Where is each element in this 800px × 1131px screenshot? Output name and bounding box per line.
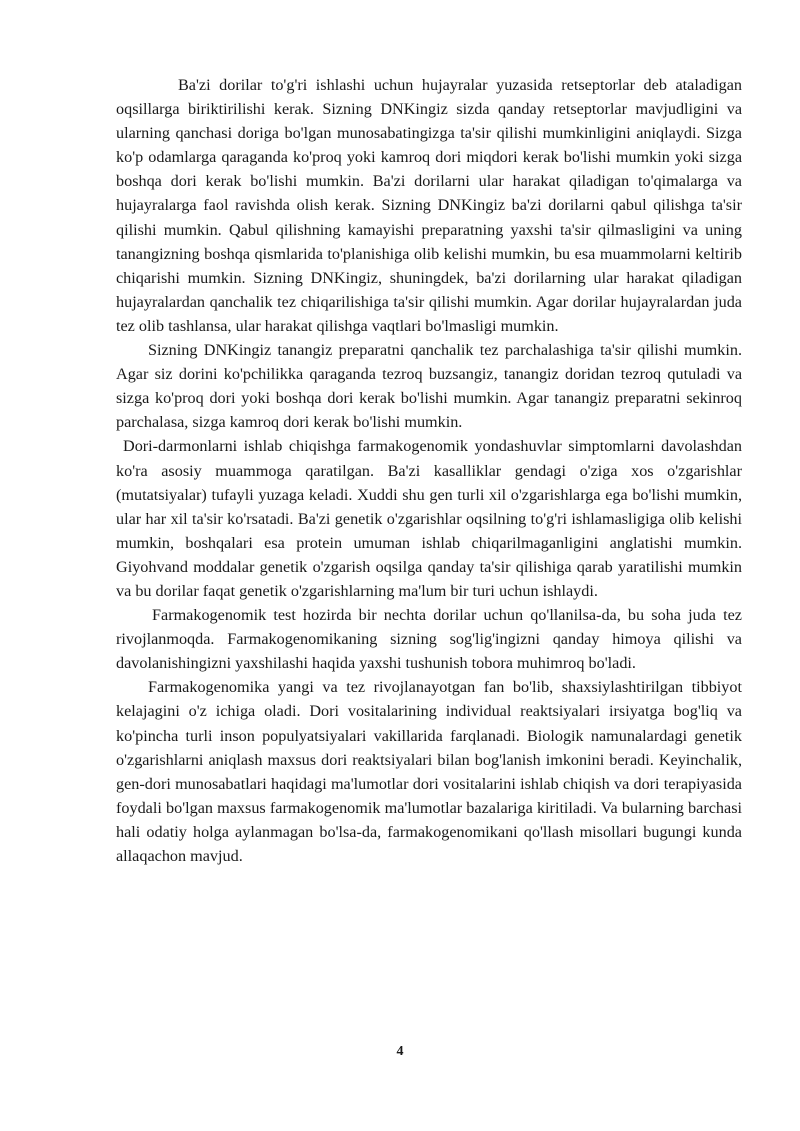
- paragraph-receptors: Ba'zi dorilar to'g'ri ishlashi uchun hujayralar yuzasida retseptorlar deb ataladigan oqsillarga biriktirilishi kerak. Sizning DNKingiz sizda qanday retseptorlar mavjudligini va ularning qanchasi doriga bo'lgan munosabatingizga ta'sir qilishi mumkinligini aniqlaydi. Sizga ko'p odamlarga qaraganda ko'proq yoki kamroq dori miqdori kerak bo'lishi mumkin yoki sizga boshqa dori kerak bo'lishi mumkin. Ba'zi dorilarni ular harakat qiladigan to'qimalarga va hujayralarga faol ravishda olish kerak. Sizning DNKingiz ba'zi dorilarni qabul qilishga ta'sir qilishi mumkin. Qabul qilishning kamayishi preparatning yaxshi ta'sir qilmasligini va uning tanangizning boshqa qismlarida to'planishiga olib kelishi mumkin, bu esa muammolarni keltirib chiqarishi mumkin. Sizning DNKingiz, shuningdek, ba'zi dorilarning ular harakat qiladigan hujayralardan qanchalik tez chiqarilishiga ta'sir qilishi mumkin. Agar dorilar hujayralardan juda tez olib tashlansa, ular harakat qilishga vaqtlari bo'lmasligi mumkin.: [116, 76, 742, 335]
- paragraph-pharmacogenomic-testing: Farmakogenomik test hozirda bir nechta dorilar uchun qo'llanilsa-da, bu soha juda tez rivojlanmoqda. Farmakogenomikaning sizning sog'lig'ingizni qanday himoya qilishi va davolanishingizni yaxshilashi haqida yaxshi tushunish tobora muhimroq bo'ladi.: [116, 606, 742, 673]
- paragraph-personalized-medicine: Farmakogenomika yangi va tez rivojlanayotgan fan bo'lib, shaxsiylashtirilgan tibbiyot kelajagini o'z ichiga oladi. Dori vositalarining individual reaktsiyalari irsiyatga bog'liq va ko'pincha turli inson populyatsiyalari vakillarida farqlanadi. Biologik namunalardagi genetik o'zgarishlarni aniqlash maxsus dori reaktsiyalari bilan bog'lanish imkonini beradi. Keyinchalik, gen-dori munosabatlari haqidagi ma'lumotlar dori vositalarini ishlab chiqish va dori terapiyasida foydali bo'lgan maxsus farmakogenomik ma'lumotlar bazalariga kiritiladi. Va bularning barchasi hali odatiy holga aylanmagan bo'lsa-da, farmakogenomikani qo'llash misollari bugungi kunda allaqachon mavjud.: [116, 678, 742, 865]
- page-number: 4: [396, 1044, 404, 1059]
- paragraph-drug-development: Dori-darmonlarni ishlab chiqishga farmakogenomik yondashuvlar simptomlarni davolashdan ko'ra asosiy muammoga qaratilgan. Ba'zi kasalliklar gendagi o'ziga xos o'zgarishlar (mutatsiyalar) tufayli yuzaga keladi. Xuddi shu gen turli xil o'zgarishlarga ega bo'lishi mumkin, ular har xil ta'sir ko'rsatadi. Ba'zi genetik o'zgarishlar oqsilning to'g'ri ishlamasligiga olib kelishi mumkin, boshqalari esa protein umuman ishlab chiqarilmaganligini anglatishi mumkin. Giyohvand moddalar genetik o'zgarish oqsilga qanday ta'sir qilishiga qarab yaratilishi mumkin va bu dorilar faqat genetik o'zgarishlarning ma'lum bir turi uchun ishlaydi.: [116, 437, 742, 600]
- paragraph-drug-breakdown: Sizning DNKingiz tanangiz preparatni qanchalik tez parchalashiga ta'sir qilishi mumkin. Agar siz dorini ko'pchilikka qaraganda tezroq buzsangiz, tanangiz doridan tezroq qutuladi va sizga ko'proq dori yoki boshqa dori kerak bo'lishi mumkin. Agar tanangiz preparatni sekinroq parchalasa, sizga kamroq dori kerak bo'lishi mumkin.: [116, 341, 742, 432]
- document-body: [116, 73, 742, 868]
